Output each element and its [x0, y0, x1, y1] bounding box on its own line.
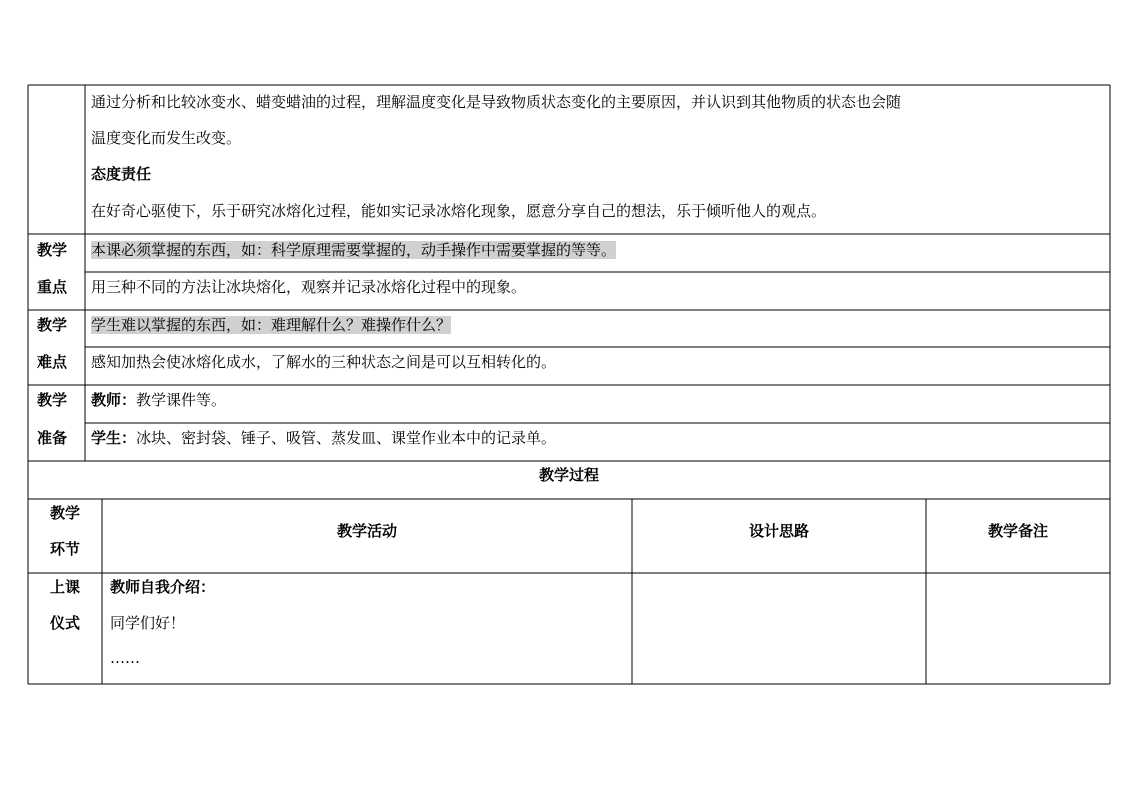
header-notes: 教学备注 — [987, 522, 1048, 540]
header-design: 设计思路 — [748, 522, 809, 540]
process-title: 教学过程 — [538, 466, 599, 484]
key-points-hint: 本课必须掌握的东西，如：科学原理需要掌握的，动手操作中需要掌握的等等。 — [91, 241, 617, 259]
goal-process-line-1: 通过分析和比较冰变水、蜡变蜡油的过程，理解温度变化是导致物质状态变化的主要原因，并认识到其他物质的状态也会随 — [91, 93, 902, 111]
preparation-label-1: 教学 — [37, 391, 68, 409]
student-label: 学生： — [91, 429, 137, 447]
difficult-points-hint: 学生难以掌握的东西，如：难理解什么？难操作什么？ — [91, 316, 452, 334]
header-stage-2: 环节 — [49, 540, 80, 558]
difficult-points-label-1: 教学 — [37, 316, 68, 334]
preparation-teacher — [91, 390, 226, 410]
preparation-label-2: 准备 — [37, 429, 68, 447]
difficult-points-label-2: 难点 — [37, 353, 68, 371]
key-points-content: 用三种不同的方法让冰块熔化，观察并记录冰熔化过程中的现象。 — [91, 278, 527, 296]
difficult-points-content: 感知加热会使冰熔化成水，了解水的三种状态之间是可以互相转化的。 — [91, 353, 557, 371]
row1-stage-1: 上课 — [49, 578, 80, 596]
row1-stage-2: 仪式 — [49, 614, 80, 632]
teacher-label: 教师： — [91, 391, 137, 409]
preparation-student — [91, 428, 556, 448]
header-activity: 教学活动 — [336, 522, 397, 540]
row1-ellipsis: …… — [110, 649, 140, 667]
row1-greeting: 同学们好！ — [110, 614, 186, 632]
row1-intro-title: 教师自我介绍： — [110, 578, 216, 596]
attitude-text: 在好奇心驱使下，乐于研究冰熔化过程，能如实记录冰熔化现象，愿意分享自己的想法，乐于倾听他人的观点。 — [91, 202, 827, 220]
key-points-label-1: 教学 — [37, 241, 68, 259]
student-text: 冰块、密封袋、锤子、吸管、蒸发皿、课堂作业本中的记录单。 — [136, 429, 557, 447]
attitude-title: 态度责任 — [91, 165, 152, 183]
goal-process-line-2: 温度变化而发生改变。 — [91, 129, 242, 147]
key-points-label-2: 重点 — [37, 278, 68, 296]
teacher-text: 教学课件等。 — [136, 391, 227, 409]
header-stage-1: 教学 — [49, 504, 80, 522]
